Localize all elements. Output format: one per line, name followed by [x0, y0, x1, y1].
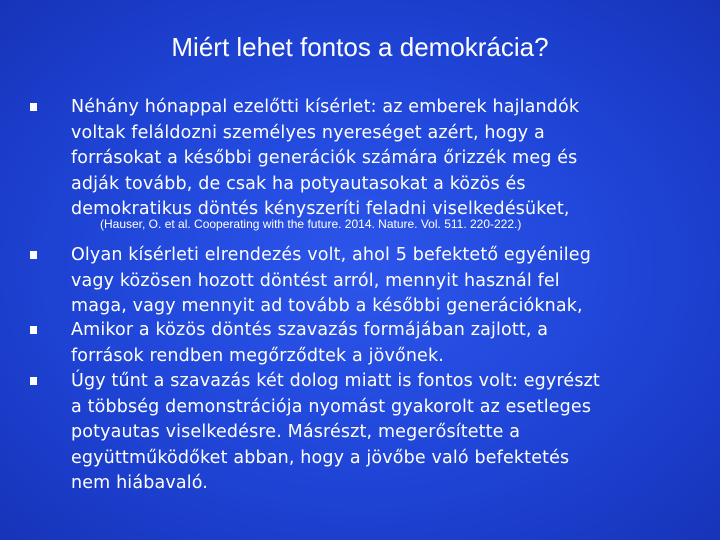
- bullet-line: Amikor a közös döntés szavazás formájában zajlott, a: [71, 320, 549, 340]
- bullet-line: nem hiábavaló.: [71, 473, 208, 493]
- bullet-line: maga, vagy mennyit ad tovább a későbbi generációknak,: [71, 296, 583, 316]
- square-bullet-icon: [30, 103, 37, 111]
- bullet-text: [71, 369, 702, 497]
- bullet-text: [71, 318, 702, 369]
- bullet-item-2: [30, 243, 702, 320]
- bullet-item-1: [30, 95, 702, 223]
- bullet-line: együttműködőket abban, hogy a jövőbe való befektetés: [71, 447, 570, 468]
- square-bullet-icon: [30, 251, 37, 259]
- bullet-line: Olyan kísérleti elrendezés volt, ahol 5 befektető egyénileg: [71, 245, 591, 265]
- bullet-line: voltak feláldozni személyes nyereséget azért, hogy a: [71, 122, 545, 143]
- bullet-text: [71, 95, 702, 223]
- bullet-line: Úgy tűnt a szavazás két dolog miatt is fontos volt: egyrészt: [71, 371, 600, 391]
- citation: (Hauser, O. et al. Cooperating with the future. 2014. Nature. Vol. 511. 220-222.): [100, 217, 522, 231]
- square-bullet-icon: [30, 326, 37, 334]
- bullet-item-3: [30, 318, 702, 369]
- bullet-line: Néhány hónappal ezelőtti kísérlet: az emberek hajlandók: [71, 97, 580, 117]
- bullet-text: [71, 243, 702, 320]
- bullet-item-4: [30, 369, 702, 497]
- bullet-line: forrásokat a későbbi generációk számára őrizzék meg és: [71, 148, 578, 168]
- square-bullet-icon: [30, 377, 37, 385]
- bullet-line: potyautas viselkedésre. Másrészt, megerősítette a: [71, 422, 521, 442]
- bullet-line: adják tovább, de csak ha potyautasokat a közös és: [71, 173, 526, 194]
- bullet-line: demokratikus döntés kényszeríti feladni viselkedésüket,: [71, 199, 570, 219]
- bullet-line: források rendben megőrződtek a jövőnek.: [71, 345, 444, 366]
- bullet-line: a többség demonstrációja nyomást gyakorolt az esetleges: [71, 396, 592, 417]
- slide-title: Miért lehet fontos a demokrácia?: [171, 32, 549, 62]
- bullet-line: vagy közösen hozott döntést arról, mennyit használ fel: [71, 270, 560, 291]
